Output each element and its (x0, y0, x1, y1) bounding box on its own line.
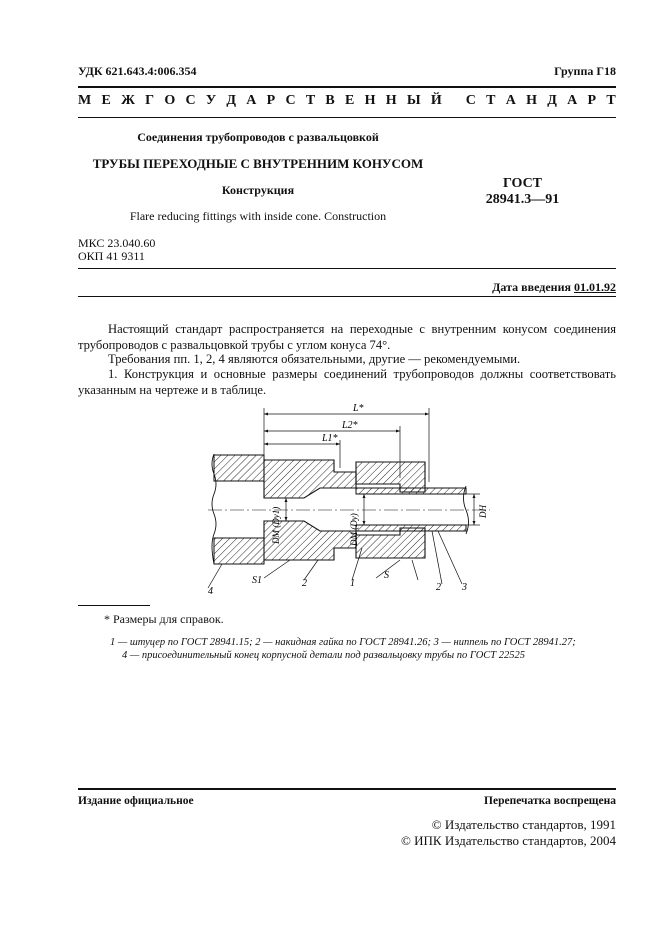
label-part-2a: 2 (302, 578, 307, 589)
english-title: Flare reducing fittings with inside cone. Construction (129, 209, 387, 223)
intro-date (492, 280, 616, 295)
banner-letter: Т (486, 93, 496, 108)
legend-line-2: 4 — присоединительный конец корпусной детали под развальцовку трубы по ГОСТ 22525 (122, 650, 525, 661)
legend-line-1: 1 — штуцер по ГОСТ 28941.15; 2 — накидная гайка по ГОСТ 28941.26; 3 — ниппель по ГОСТ 28941.27; (110, 637, 576, 648)
okp-code: ОКП 41 9311 (78, 249, 145, 263)
banner-letter: С (285, 93, 296, 108)
label-part-4: 4 (208, 586, 213, 597)
copyright-1991: © Издательство стандартов, 1991 (431, 817, 616, 832)
label-part-3: 3 (462, 582, 467, 593)
label-part-1: 1 (350, 578, 355, 589)
label-L: L* (353, 403, 364, 414)
intro-date-value: 01.01.92 (574, 280, 616, 294)
banner-letter: У (205, 93, 217, 108)
banner-letter: Г (145, 93, 155, 108)
header-rule-top (78, 86, 616, 88)
banner-letter: А (567, 93, 578, 108)
banner-letter: Р (587, 93, 597, 108)
label-part-2b: 2 (436, 582, 441, 593)
gost-number: 28941.3—91 (485, 192, 560, 207)
paragraph-requirements: Требования пп. 1, 2, 4 являются обязательными, другие — рекомендуемыми. (108, 352, 521, 366)
codes-rule (78, 268, 616, 269)
part-4-housing (212, 454, 264, 564)
udk-code: УДК 621.643.4:006.354 (78, 64, 197, 78)
document-part: Конструкция (221, 183, 295, 197)
paragraph-clause-1: 1. Конструкция и основные размеры соединений трубопроводов должны соответствовать указанным на чертеже и в таблице. (78, 367, 616, 397)
label-DM2: DM (Dy) (349, 513, 359, 546)
footnote: * Размеры для справок. (104, 612, 224, 626)
label-L2: L2* (342, 420, 358, 431)
fitting-drawing (200, 398, 500, 598)
banner-letter: Д (547, 93, 557, 108)
paragraph-scope: Настоящий стандарт распространяется на переходные с внутренним конусом соединения трубопроводов с развальцовкой трубы с углом конуса 74°. (78, 322, 616, 352)
banner-letter: О (164, 93, 176, 108)
document-title: ТРУБЫ ПЕРЕХОДНЫЕ С ВНУТРЕННИМ КОНУСОМ (92, 156, 424, 171)
gost-label: ГОСТ (502, 176, 543, 191)
banner-letter: М (78, 93, 92, 108)
group-code: Группа Г18 (554, 64, 616, 78)
banner-letter: Н (526, 93, 538, 108)
banner-letter: В (325, 93, 335, 108)
footnote-rule (78, 605, 150, 606)
banner-letter: Т (606, 93, 616, 108)
footer-rule (78, 788, 616, 790)
banner-letter: Т (305, 93, 316, 108)
label-DM1: DM (Dy1) (271, 506, 281, 544)
official-edition: Издание официальное (78, 795, 194, 807)
copyright-2004: © ИПК Издательство стандартов, 2004 (401, 833, 616, 848)
banner-letter: Н (364, 93, 376, 108)
reprint-prohibited: Перепечатка воспрещена (484, 795, 616, 807)
banner-letter: А (505, 93, 516, 108)
banner-letter: С (465, 93, 476, 108)
banner-letter: Д (226, 93, 237, 108)
banner-letter: Н (385, 93, 397, 108)
banner-letter: А (246, 93, 257, 108)
banner-letter: Й (430, 93, 442, 108)
banner-letter: Е (101, 93, 111, 108)
banner-letter: Е (345, 93, 355, 108)
date-rule (78, 296, 616, 297)
header-rule-bottom (78, 117, 616, 118)
banner-space (452, 93, 456, 109)
mks-code: МКС 23.040.60 (78, 236, 156, 250)
banner-letter: Р (266, 93, 276, 108)
banner-letter: Ы (406, 93, 421, 108)
label-S1: S1 (252, 575, 262, 586)
label-DH: DH (478, 505, 488, 518)
label-L1: L1* (322, 433, 338, 444)
document-subject: Соединения трубопроводов с развальцовкой (137, 130, 379, 144)
banner-letter: С (185, 93, 196, 108)
label-S: S (384, 570, 389, 581)
banner-letter: Ж (121, 93, 135, 108)
standard-banner (78, 93, 616, 109)
intro-date-label: Дата введения (492, 280, 571, 294)
